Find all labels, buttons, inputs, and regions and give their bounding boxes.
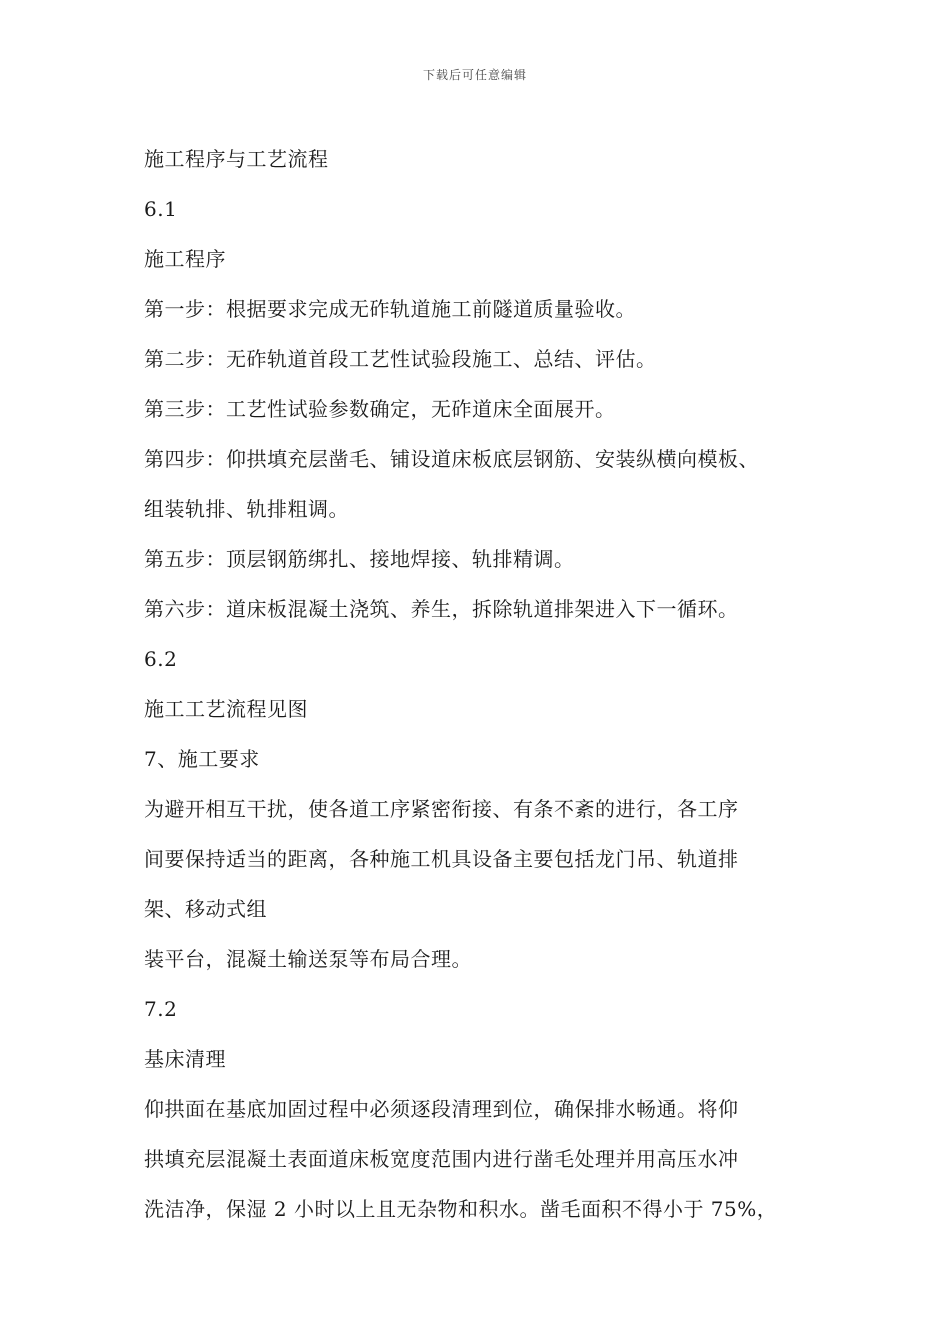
step-6: 第六步：道床板混凝土浇筑、养生，拆除轨道排架进入下一循环。: [144, 597, 739, 621]
step-4: 第四步：仰拱填充层凿毛、铺设道床板底层钢筋、安装纵横向模板、: [144, 447, 759, 471]
section-title: 施工程序与工艺流程: [144, 147, 329, 171]
step-5: 第五步：顶层钢筋绑扎、接地焊接、轨排精调。: [144, 547, 575, 571]
section-number: 6.2: [144, 647, 178, 671]
page-header: 下载后可任意编辑: [422, 68, 527, 82]
paragraph-line: 架、移动式组: [144, 897, 267, 921]
section-number: 7.2: [144, 997, 178, 1021]
paragraph-line: 洗洁净，保湿 2 小时以上且无杂物和积水。凿毛面积不得小于 75%，: [144, 1197, 778, 1221]
paragraph-line: 拱填充层混凝土表面道床板宽度范围内进行凿毛处理并用高压水冲: [144, 1147, 739, 1171]
step-4-continued: 组装轨排、轨排粗调。: [144, 497, 349, 521]
paragraph-line: 间要保持适当的距离，各种施工机具设备主要包括龙门吊、轨道排: [144, 847, 739, 871]
subsection-title: 施工程序: [144, 247, 226, 271]
paragraph-line: 为避开相互干扰，使各道工序紧密衔接、有条不紊的进行，各工序: [144, 797, 739, 821]
step-1: 第一步：根据要求完成无砟轨道施工前隧道质量验收。: [144, 297, 636, 321]
subsection-title: 施工工艺流程见图: [144, 697, 308, 721]
section-title: 7、施工要求: [144, 747, 260, 771]
step-2: 第二步：无砟轨道首段工艺性试验段施工、总结、评估。: [144, 347, 657, 371]
paragraph-line: 仰拱面在基底加固过程中必须逐段清理到位，确保排水畅通。将仰: [144, 1097, 739, 1121]
document-body: [144, 134, 824, 1234]
subsection-title: 基床清理: [144, 1047, 226, 1071]
section-number: 6.1: [144, 197, 178, 221]
step-3: 第三步：工艺性试验参数确定，无砟道床全面展开。: [144, 397, 616, 421]
paragraph-line: 装平台，混凝土输送泵等布局合理。: [144, 947, 472, 971]
